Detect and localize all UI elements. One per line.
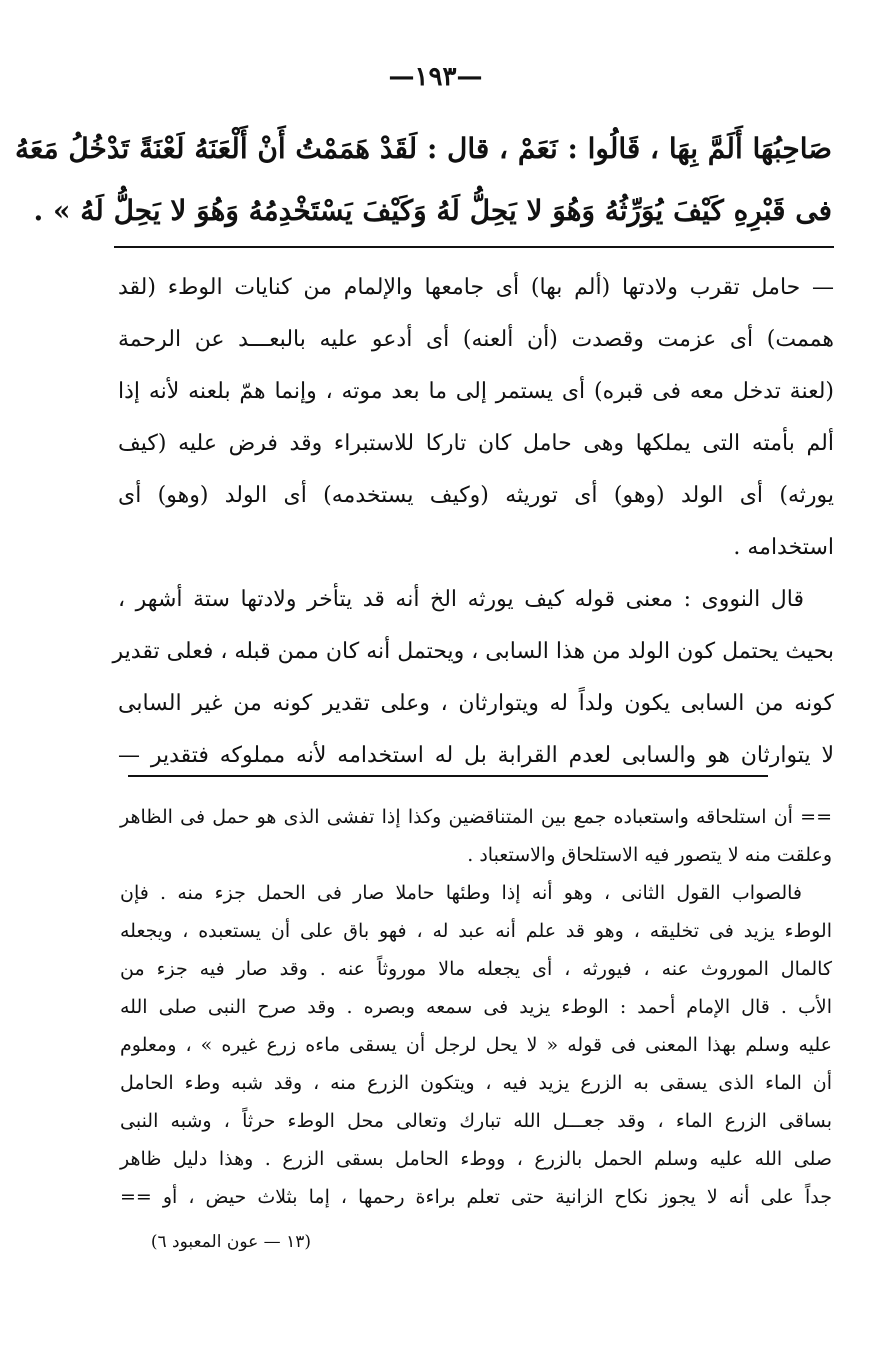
- commentary-line: (لعنة تدخل معه فى قبره) أى يستمر إلى ما بعد موته ، وإنما همّ بلعنه لأنه إذا: [118, 379, 834, 404]
- commentary-line: هممت) أى عزمت وقصدت (أن ألعنه) أى أدعو عليه بالبعـــد عن الرحمة: [118, 327, 834, 352]
- footnote-line: عليه وسلم بهذا المعنى فى قوله « لا يحل لرجل أن يسقى ماءه زرع غيره » ، ومعلوم: [120, 1034, 832, 1056]
- footnote-line: == أن استلحاقه واستعباده جمع بين المتناقضين وكذا إذا تفشى الذى هو حمل فى الظاهر: [120, 806, 832, 828]
- footnote-line: فالصواب القول الثانى ، وهو أنه إذا وطئها حاملا صار فى الحمل جزء منه . فإن: [120, 882, 802, 904]
- footnote-line: بساقى الزرع الماء ، وقد جعـــل الله تبارك وتعالى محل الوطء حرثاً ، وشبه النبى: [120, 1110, 832, 1132]
- footnote-line: جداً على أنه لا يجوز نكاح الزانية حتى تعلم براءة رحمها ، إما بثلاث حيض ، أو ==: [120, 1186, 832, 1208]
- commentary-line: يورثه) أى الولد (وهو) أى توريثه (وكيف يستخدمه) أى الولد (وهو) أى: [118, 483, 834, 508]
- footnote-line: كالمال الموروث عنه ، فيورثه ، أى يجعله مالا موروثاً عنه . وقد صار فيه جزء من: [120, 958, 832, 980]
- page-number: —١٩٣—: [388, 62, 483, 92]
- hadith-line: صَاحِبُهَا أَلَمَّ بِهَا ، قَالُوا : نَعَمْ ، قال : لَقَدْ هَمَمْتُ أَنْ أَلْعَنَهُ لَعْنَةً تَدْخُلُ مَعَهُ: [15, 132, 832, 165]
- footnote-line: أن الماء الذى يسقى به الزرع يزيد فيه ، ويتكون الزرع منه ، وقد شبه وطء الحامل: [120, 1072, 832, 1094]
- separator-rule: [114, 246, 834, 248]
- footnote-line: الوطء يزيد فى تخليقه ، وهو قد علم أنه عبد له ، فهو باق على أن يستعبده ، ويجعله: [120, 920, 832, 942]
- footnote-line: صلى الله عليه وسلم الحمل بالزرع ، ووطء الحامل بسقى الزرع . وهذا دليل ظاهر: [120, 1148, 832, 1170]
- footnote-separator-rule: [128, 775, 768, 777]
- hadith-line: فى قَبْرِهِ كَيْفَ يُوَرِّثُهُ وَهُوَ لا يَحِلُّ لَهُ وَكَيْفَ يَسْتَخْدِمُهُ وَهُوَ لا يَحِلُّ لَهُ » .: [33, 194, 832, 227]
- commentary-line: ألم بأمته التى يملكها وهى حامل كان تاركا للاستبراء وقد فرض عليه (كيف: [118, 431, 834, 456]
- footnote-line: وعلقت منه لا يتصور فيه الاستلحاق والاستعباد .: [467, 844, 832, 866]
- commentary-line: قال النووى : معنى قوله كيف يورثه الخ أنه قد يتأخر ولادتها ستة أشهر ،: [118, 587, 804, 612]
- commentary-line: لا يتوارثان هو والسابى لعدم القرابة بل له استخدامه لأنه مملوكه فتقدير —: [118, 743, 834, 768]
- commentary-line: — حامل تقرب ولادتها (ألم بها) أى جامعها والإلمام من كنايات الوطء (لقد: [118, 275, 834, 300]
- footnote-text: [120, 798, 832, 1216]
- commentary-line: بحيث يحتمل كون الولد من هذا السابى ، ويحتمل أنه كان ممن قبله ، فعلى تقدير: [112, 639, 834, 664]
- signature-footer: (١٣ — عون المعبود ٦): [150, 1232, 311, 1252]
- hadith-text: [15, 118, 832, 242]
- commentary-text: [112, 262, 834, 782]
- commentary-line: استخدامه .: [733, 535, 834, 560]
- footnote-line: الأب . قال الإمام أحمد : الوطء يزيد فى سمعه وبصره . وقد صرح النبى صلى الله: [120, 996, 832, 1018]
- commentary-line: كونه من السابى يكون ولداً له ويتوارثان ، وعلى تقدير كونه من غير السابى: [118, 691, 834, 716]
